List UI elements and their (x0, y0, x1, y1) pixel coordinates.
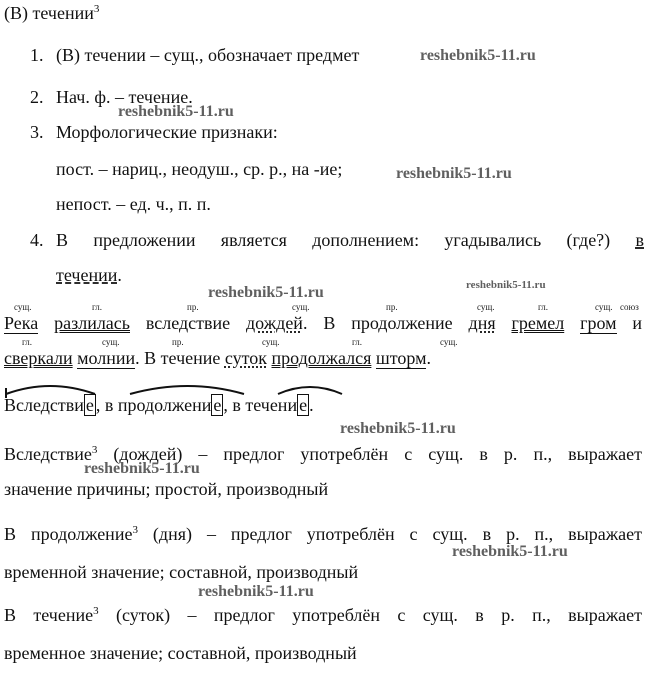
label-verb: гл. (92, 302, 102, 312)
label-noun: сущ. (292, 302, 310, 312)
paragraph-3-line-2: временное значение; составной, производный (4, 643, 357, 663)
watermark: reshebnik5-11.ru (396, 165, 512, 182)
label-noun: сущ. (262, 337, 280, 347)
sentence-line-1: Река разлилась вследствие дождей. В продолжение дня гремел гром и (4, 313, 643, 333)
sentence-line-2: сверкали молнии. В течение суток продолжался шторм. (4, 348, 431, 368)
heading: (В) течении$^3$ (4, 3, 100, 23)
watermark: reshebnik5-11.ru (198, 583, 314, 600)
paragraph-2-line-1: В продолжение$^3$ (дня) – предлог употреблён с сущ. в р. п., выражает (4, 524, 643, 544)
watermark: reshebnik5-11.ru (84, 460, 200, 477)
label-prep: пр. (187, 302, 199, 312)
paragraph-2-line-2: временной значение; составной, производный (4, 562, 359, 582)
label-noun: сущ. (477, 302, 495, 312)
list-item-3: 3. Морфологические признаки: (30, 122, 278, 142)
watermark: reshebnik5-11.ru (452, 543, 568, 560)
list-subitem-var: непост. – ед. ч., п. п. (56, 194, 211, 214)
list-subitem-const: пост. – нариц., неодуш., ср. р., на -ие; (56, 159, 343, 179)
label-noun: сущ. (440, 337, 458, 347)
label-noun: сущ. (595, 302, 613, 312)
label-verb: гл. (22, 337, 32, 347)
label-verb: гл. (538, 302, 548, 312)
paragraph-1-line-2: значение причины; простой, производный (4, 479, 329, 499)
watermark: reshebnik5-11.ru (208, 284, 324, 301)
watermark: reshebnik5-11.ru (420, 47, 536, 64)
label-prep: пр. (172, 337, 184, 347)
label-noun: сущ. (102, 337, 120, 347)
list-item-1: 1. (В) течении – сущ., обозначает предмет (30, 45, 360, 65)
paragraph-3-line-1: В течение$^3$ (суток) – предлог употреблён с сущ. в р. п., выражает (4, 605, 642, 625)
list-item-4: 4. В предложении является дополнением: угадывались (где?) в (30, 230, 644, 250)
watermark: reshebnik5-11.ru (466, 279, 546, 291)
label-noun: сущ. (14, 302, 32, 312)
label-verb: гл. (352, 337, 362, 347)
watermark: reshebnik5-11.ru (340, 420, 456, 437)
list-item-4-cont: течении. (56, 265, 122, 285)
paragraph-1-line-1: Вследствие$^3$ (дождей) – предлог употреблён с сущ. в р. п., выражает (4, 444, 642, 464)
label-conj: союз (620, 302, 639, 312)
morph-line: Вследстви е , в продолжени е , в течени е . (4, 395, 314, 415)
list-item-2: 2. Нач. ф. – течение. (30, 87, 193, 107)
label-prep: пр. (386, 302, 398, 312)
watermark: reshebnik5-11.ru (118, 103, 234, 120)
